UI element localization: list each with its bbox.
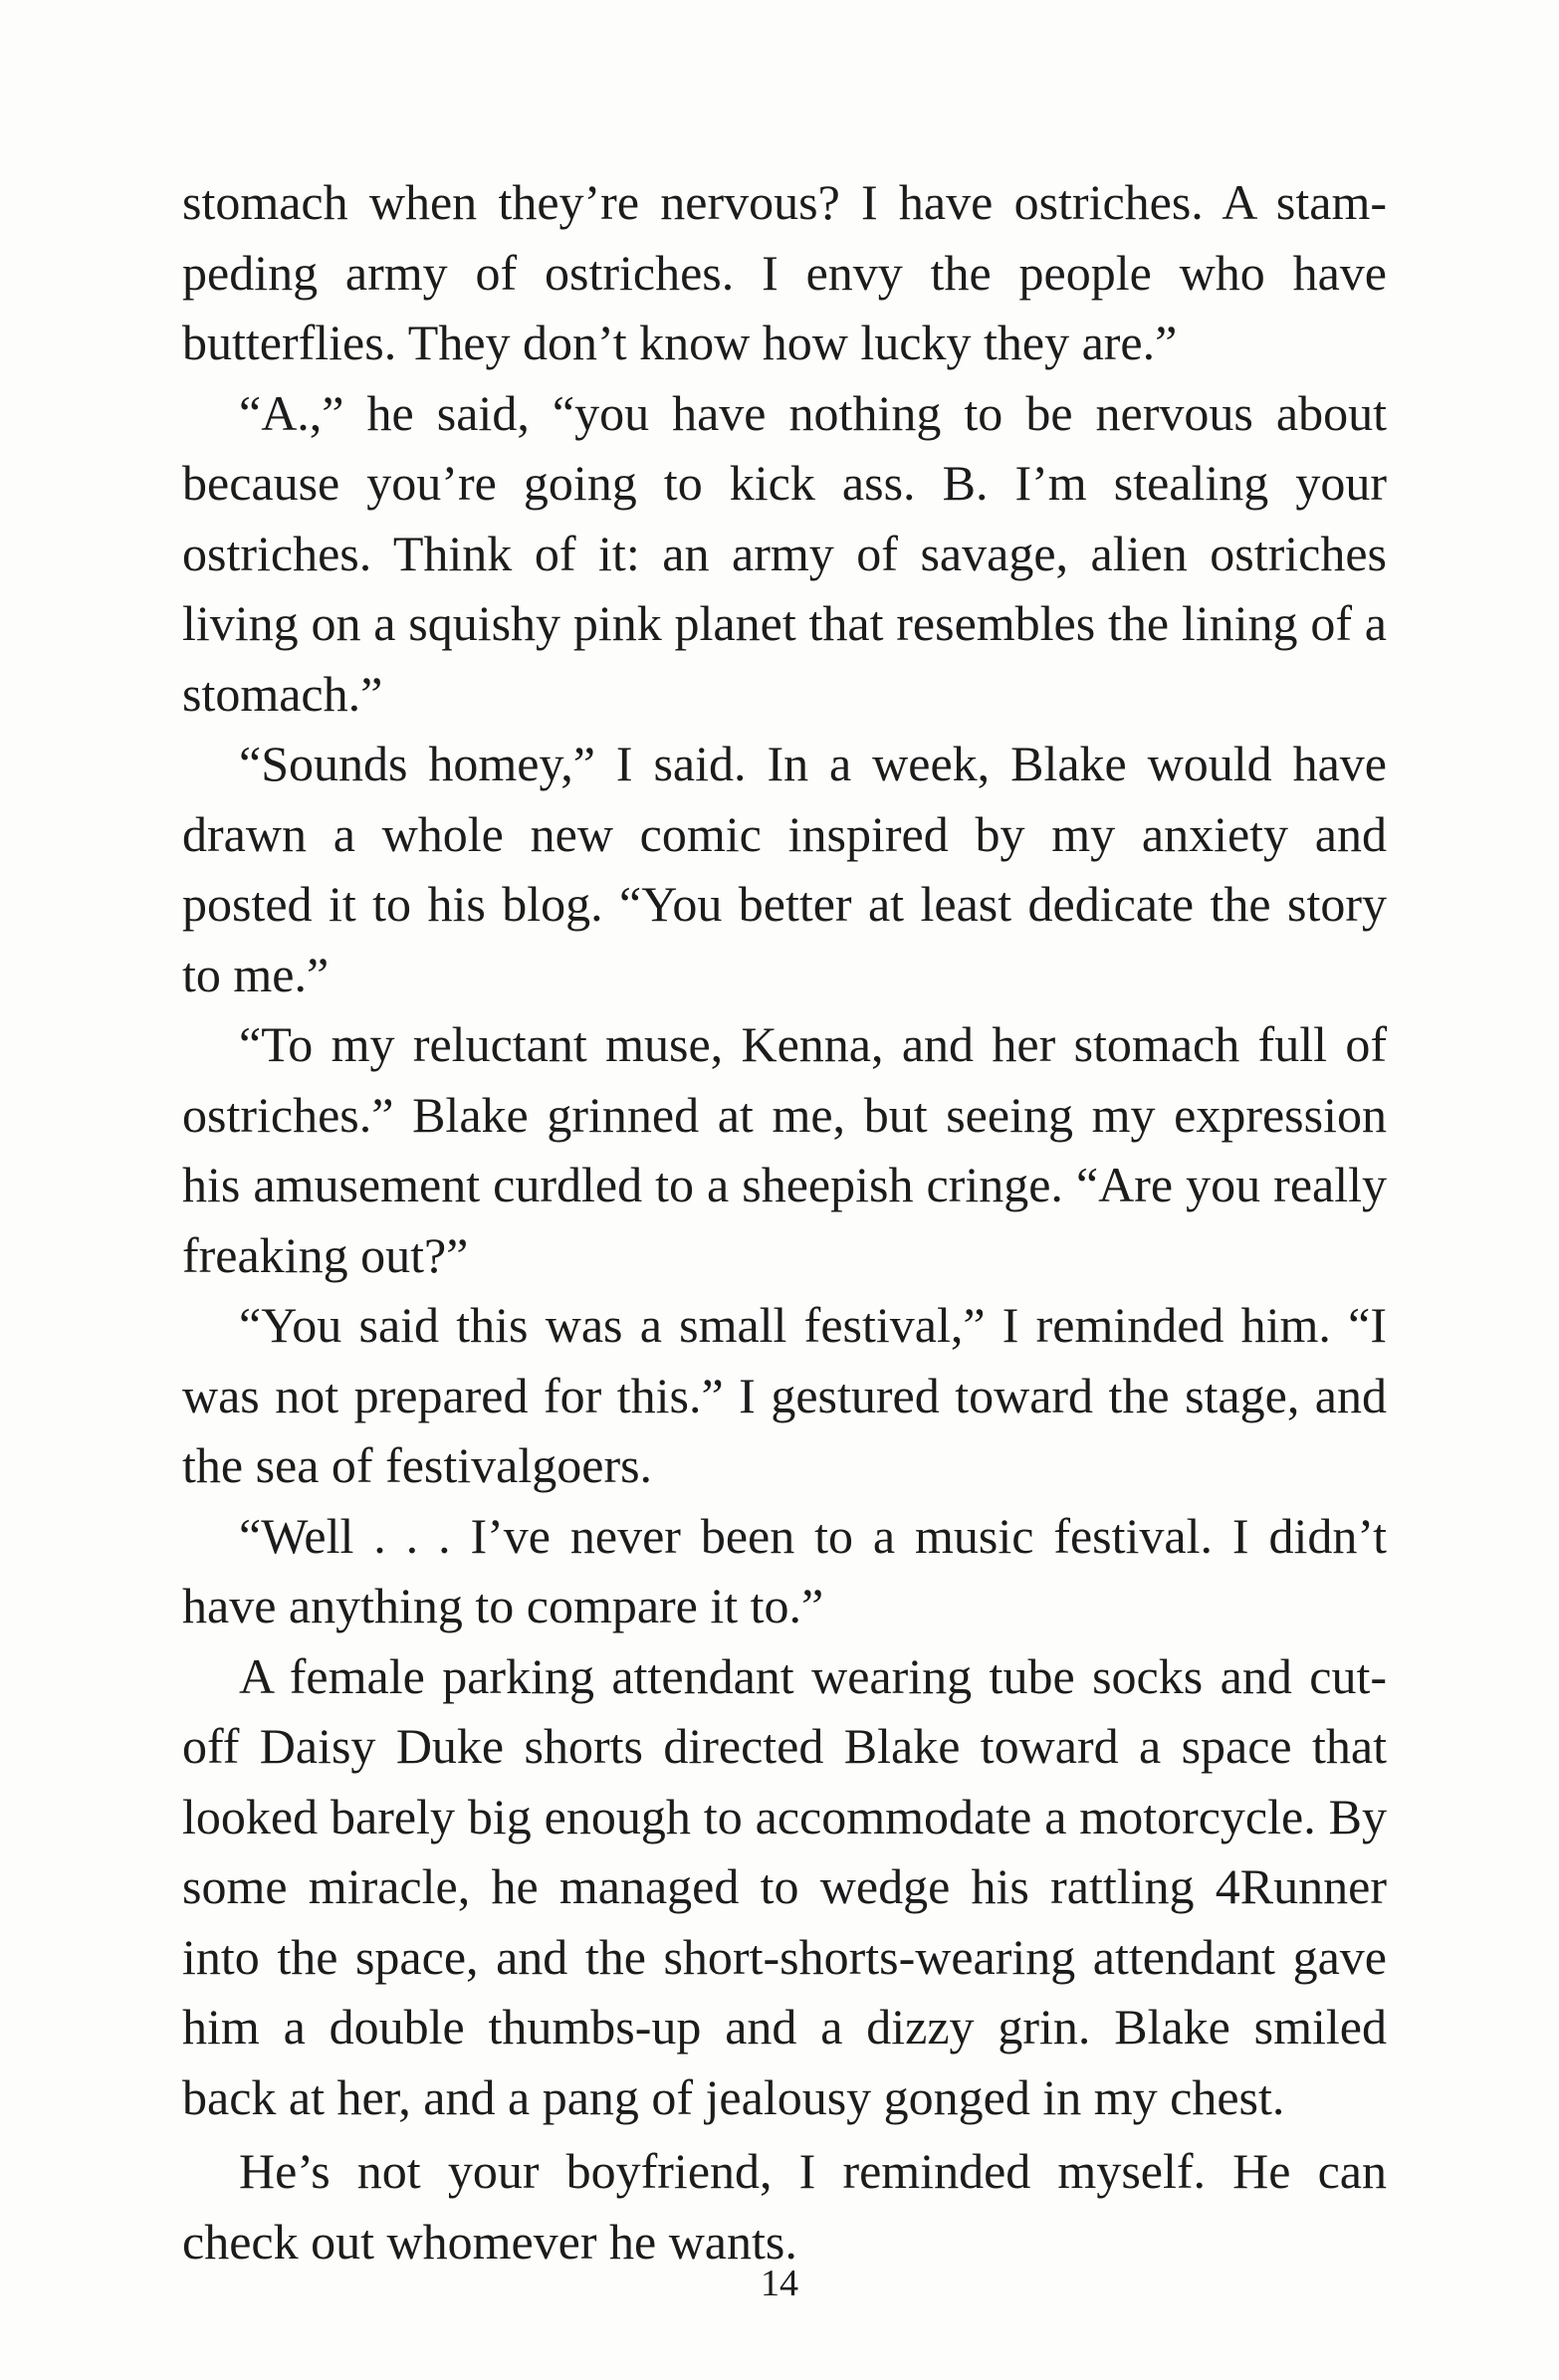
page-number: 14 xyxy=(761,2263,798,2304)
paragraph-1: stomach when they’re nervous? I have ostriches. A stampeding army of ostriches. I envy the people who have butterflies. They don’t know how lucky they are.” xyxy=(182,174,1387,370)
paragraph-4: “To my reluctant muse, Kenna, and her stomach full of ostriches.” Blake grinned at me, but seeing my expression his amusement curdled to a sheepish cringe. “Are you really freaking out?” xyxy=(182,1016,1387,1283)
paragraph-2: “A.,” he said, “you have nothing to be nervous about because you’re going to kick ass. B. I’m stealing your ostriches. Think of it: an army of savage, alien ostriches living on a squishy pink planet that resembles the lining of a stomach.” xyxy=(182,384,1387,722)
paragraph-3: “Sounds homey,” I said. In a week, Blake would have drawn a whole new comic inspired by my anxiety and posted it to his blog. “You better at least dedicate the story to me.” xyxy=(182,736,1387,1002)
paragraph-7: A female parking attendant wearing tube socks and cutoff Daisy Duke shorts directed Blake toward a space that looked barely big enough to accommodate a motorcycle. By some miracle, he managed to wedge his rattling 4Runner into the space, and the short-shorts-wearing attendant gave him a double thumbs-up and a dizzy grin. Blake smiled back at her, and a pang of jealousy gonged in my chest. xyxy=(182,1647,1387,2125)
paragraph-6: “Well . . . I’ve never been to a music festival. I didn’t have anything to compare it to.” xyxy=(182,1507,1387,1633)
body-text xyxy=(182,167,1387,2276)
paragraph-8: He’s not your boyfriend, I reminded myself. He can check out whomever he wants. xyxy=(182,2143,1387,2270)
paragraph-5: “You said this was a small festival,” I reminded him. “I was not prepared for this.” I gestured toward the stage, and the sea of festivalgoers. xyxy=(182,1297,1387,1493)
